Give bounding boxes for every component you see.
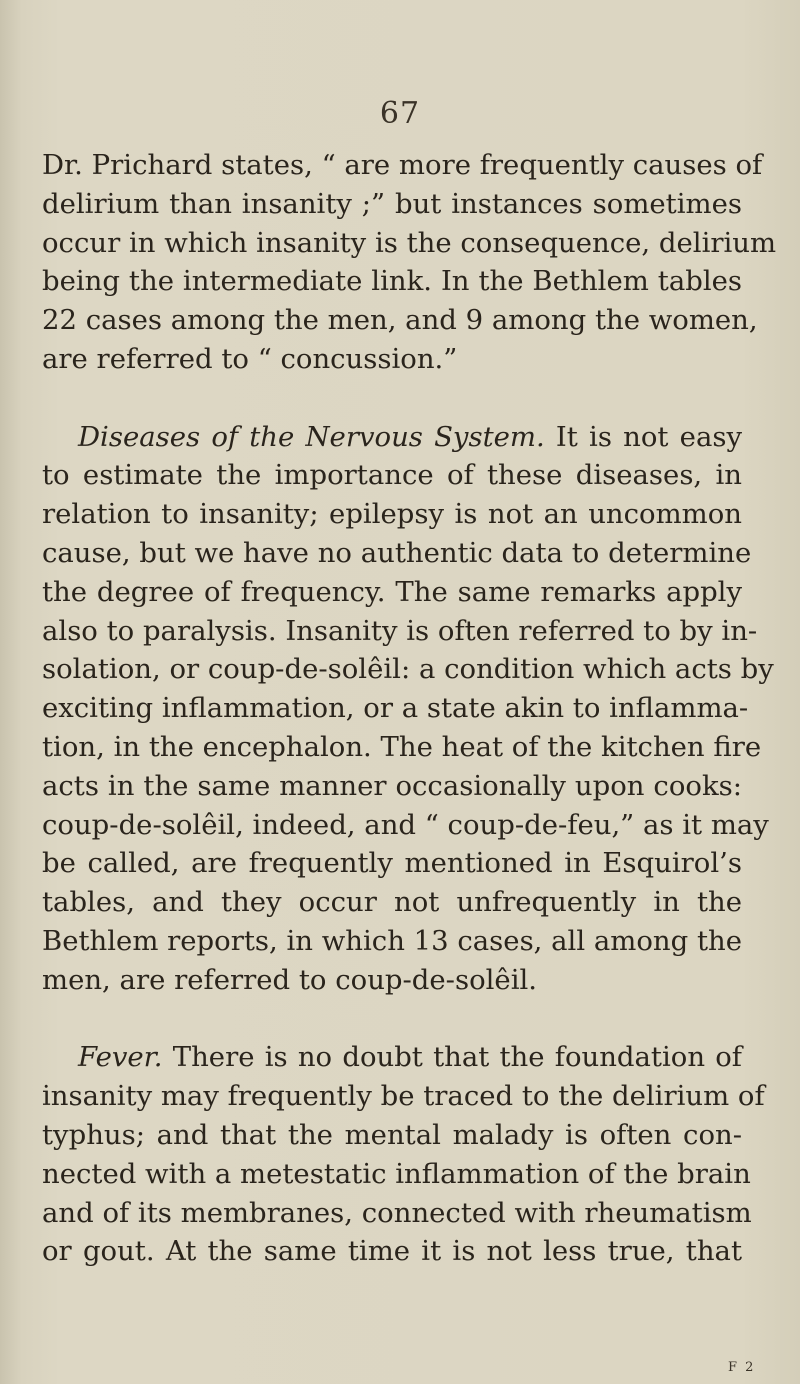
text-line (42, 418, 742, 457)
heading-continuation: There is no doubt that the foundation of (162, 1041, 742, 1074)
text-line: relation to insanity; epilepsy is not an uncommon (42, 498, 742, 531)
text-line: cause, but we have no authentic data to determine (42, 536, 752, 569)
text-line: exciting inflammation, or a state akin to inflamma- (42, 692, 749, 725)
text-line: the degree of frequency. The same remarks apply (42, 575, 742, 608)
signature-mark: F 2 (728, 1360, 756, 1375)
text-line: be called, are frequently mentioned in Esquirol’s (42, 847, 742, 880)
text-line: 22 cases among the men, and 9 among the women, (42, 304, 758, 337)
text-line: or gout. At the same time it is not less true, that (42, 1235, 742, 1268)
text-line: to estimate the importance of these diseases, in (42, 459, 742, 492)
paragraph-1 (42, 146, 777, 379)
paragraph-3 (42, 1038, 765, 1271)
text-line: delirium than insanity ;” but instances sometimes (42, 187, 742, 220)
text-line: solation, or coup-de-solêil: a condition which acts by (42, 653, 774, 686)
body-text (42, 146, 777, 1271)
paragraph-2 (42, 418, 774, 1000)
text-line: insanity may frequently be traced to the delirium of (42, 1080, 765, 1113)
text-line: occur in which insanity is the consequence, delirium (42, 226, 777, 259)
text-line: acts in the same manner occasionally upon cooks: (42, 769, 742, 802)
text-line: tion, in the encephalon. The heat of the kitchen fire (42, 730, 762, 763)
text-line (42, 1038, 742, 1077)
text-line: nected with a metestatic inflammation of the brain (42, 1157, 751, 1190)
text-line: Dr. Prichard states, “ are more frequently causes of (42, 149, 763, 181)
text-line: coup-de-solêil, indeed, and “ coup-de-feu,” as it may (42, 808, 769, 841)
section-heading: Diseases of the Nervous System. (78, 420, 545, 453)
text-line: Bethlem reports, in which 13 cases, all among the (42, 924, 743, 957)
text-line: also to paralysis. Insanity is often referred to by in- (42, 614, 758, 647)
text-line: are referred to “ concussion.” (42, 342, 458, 375)
text-line: being the intermediate link. In the Bethlem tables (42, 265, 742, 298)
page-number: 67 (379, 96, 421, 131)
text-line: typhus; and that the mental malady is often con- (42, 1118, 742, 1151)
text-line: and of its membranes, connected with rheumatism (42, 1196, 752, 1229)
section-heading: Fever. (78, 1041, 163, 1074)
text-line: tables, and they occur not unfrequently in the (42, 886, 742, 919)
text-line: men, are referred to coup-de-solêil. (42, 963, 538, 996)
heading-continuation: It is not easy (544, 420, 742, 453)
